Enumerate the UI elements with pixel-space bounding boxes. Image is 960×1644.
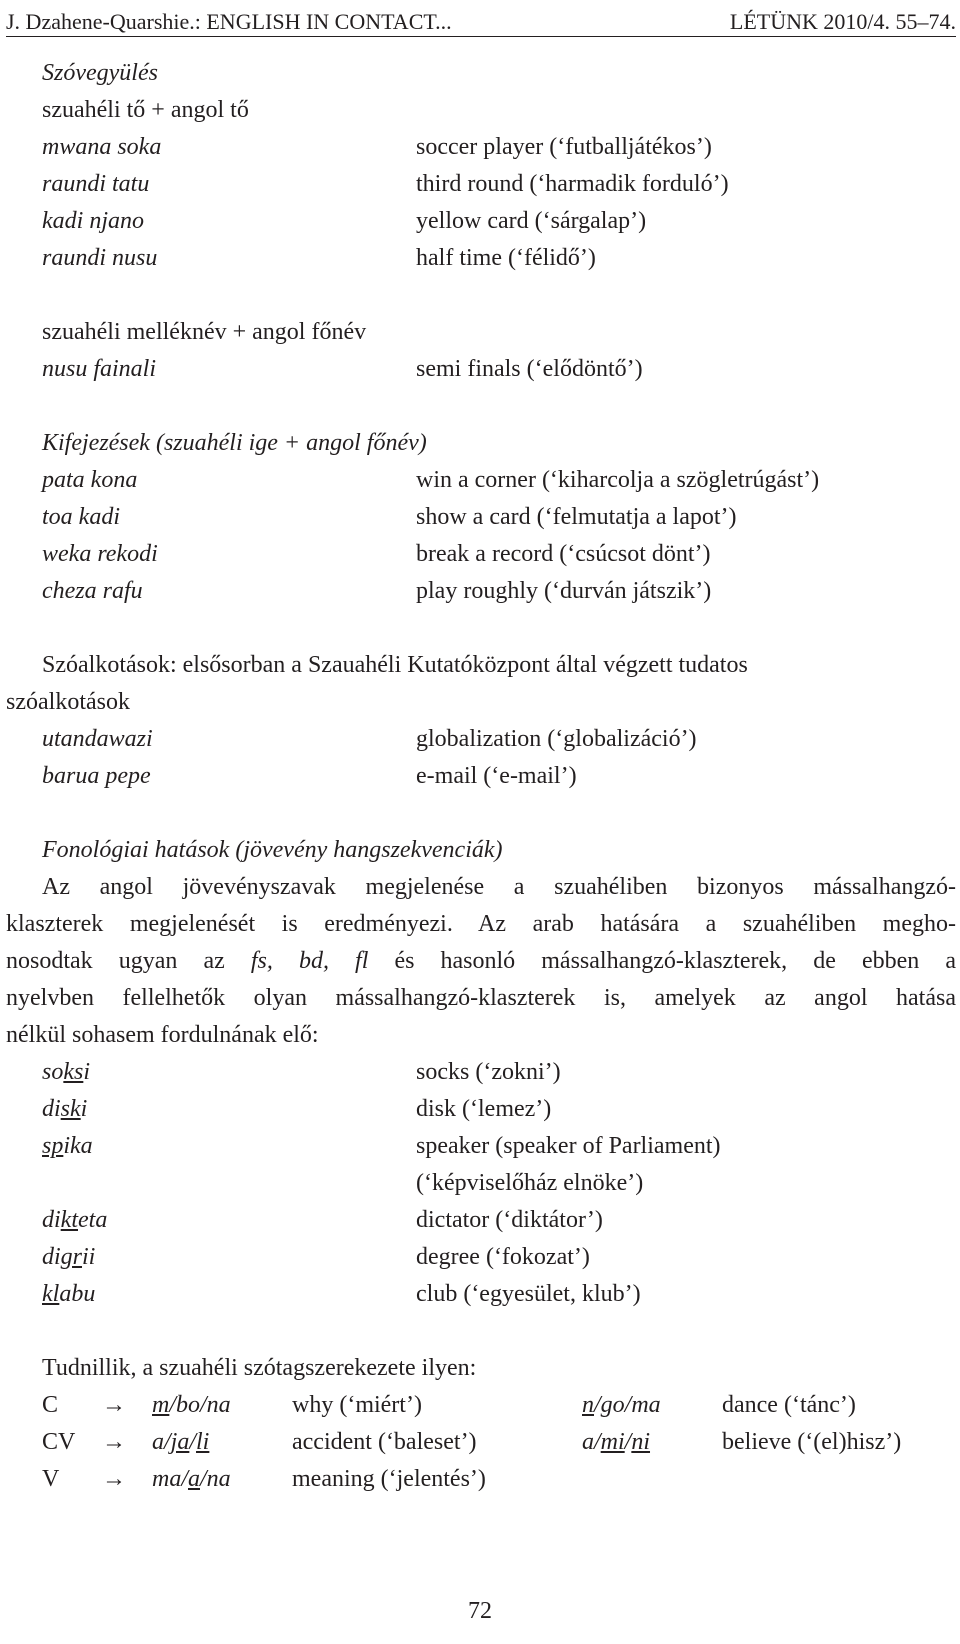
- swahili-term: dikteta: [42, 1207, 108, 1233]
- english-gloss: socks (‘zokni’): [416, 1059, 561, 1085]
- swahili-term: cheza rafu: [42, 578, 143, 604]
- spacer: [6, 610, 956, 647]
- english-gloss: accident (‘baleset’): [292, 1429, 477, 1455]
- swahili-term: nusu fainali: [42, 356, 157, 382]
- swahili-word: ma/a/na: [152, 1466, 231, 1492]
- english-gloss: club (‘egyesület, klub’): [416, 1281, 641, 1307]
- arrow-icon: →: [102, 1392, 126, 1418]
- swahili-term: diski: [42, 1096, 88, 1122]
- english-gloss: meaning (‘jelentés’): [292, 1466, 486, 1492]
- english-gloss: win a corner (‘kiharcolja a szögletrúgást’): [416, 467, 820, 493]
- example-row: [6, 129, 956, 166]
- header-journal-ref: LÉTÜNK 2010/4. 55–74.: [729, 9, 956, 34]
- english-gloss: believe (‘(el)hisz’): [722, 1429, 902, 1455]
- paragraph-text: nosodtak ugyan az: [6, 948, 251, 974]
- arrow-icon: →: [102, 1466, 126, 1492]
- example-row: [6, 1239, 956, 1276]
- example-row: [6, 240, 956, 277]
- example-row: [6, 499, 956, 536]
- paragraph-line: [6, 943, 956, 980]
- swahili-term: mwana soka: [42, 134, 162, 160]
- english-gloss: show a card (‘felmutatja a lapot’): [416, 504, 737, 530]
- paragraph-line: nélkül sohasem fordulnának elő:: [6, 1022, 319, 1048]
- syllable-row: [6, 1461, 956, 1498]
- english-gloss: semi finals (‘elődöntő’): [416, 356, 643, 382]
- english-gloss: speaker (speaker of Parliament): [416, 1133, 721, 1159]
- english-gloss: globalization (‘globalizáció’): [416, 726, 697, 752]
- spacer: [6, 277, 956, 314]
- example-row: [6, 1202, 956, 1239]
- swahili-term: utandawazi: [42, 726, 153, 752]
- section-heading-phonology: Fonológiai hatások (jövevény hangszekvenciák): [42, 837, 503, 863]
- section-heading-adj-noun: szuahéli melléknév + angol főnév: [42, 319, 367, 345]
- swahili-term: weka rekodi: [42, 541, 158, 567]
- example-row: [6, 536, 956, 573]
- example-row: [6, 573, 956, 610]
- example-row: [6, 721, 956, 758]
- example-row: [6, 1276, 956, 1313]
- english-gloss: disk (‘lemez’): [416, 1096, 552, 1122]
- running-header: [6, 8, 956, 37]
- spacer: [6, 795, 956, 832]
- swahili-term: soksi: [42, 1059, 91, 1085]
- example-row: [6, 203, 956, 240]
- syllable-type: C: [42, 1392, 59, 1418]
- section-heading-phrases: Kifejezések (szuahéli ige + angol főnév): [42, 430, 427, 456]
- swahili-term: toa kadi: [42, 504, 120, 530]
- english-gloss: yellow card (‘sárgalap’): [416, 208, 647, 234]
- header-author-title: J. Dzahene-Quarshie.: ENGLISH IN CONTACT...: [6, 9, 452, 34]
- swahili-word: m/bo/na: [152, 1392, 231, 1418]
- cluster-examples: fs, bd, fl: [250, 948, 369, 974]
- syllable-row: [6, 1424, 956, 1461]
- english-gloss: dictator (‘diktátor’): [416, 1207, 603, 1233]
- swahili-word: a/ja/li: [152, 1429, 210, 1455]
- english-gloss: soccer player (‘futballjátékos’): [416, 134, 712, 160]
- swahili-term: pata kona: [42, 467, 138, 493]
- syllable-intro: Tudnillik, a szuahéli szótagszerekezete ilyen:: [42, 1355, 477, 1381]
- swahili-word: a/mi/ni: [582, 1429, 651, 1455]
- english-gloss-cont: (‘képviselőház elnöke’): [416, 1170, 644, 1196]
- example-row: [6, 1128, 956, 1165]
- swahili-term: spika: [42, 1133, 93, 1159]
- english-gloss: dance (‘tánc’): [722, 1392, 856, 1418]
- english-gloss: degree (‘fokozat’): [416, 1244, 590, 1270]
- swahili-term: raundi nusu: [42, 245, 158, 271]
- english-gloss: e-mail (‘e-mail’): [416, 763, 577, 789]
- example-row: [6, 1165, 956, 1202]
- example-row: [6, 166, 956, 203]
- example-row: [6, 462, 956, 499]
- spacer: [6, 388, 956, 425]
- example-row: [6, 351, 956, 388]
- swahili-term: raundi tatu: [42, 171, 150, 197]
- syllable-type: V: [42, 1466, 60, 1492]
- syllable-row: [6, 1387, 956, 1424]
- subheading-stem-stem: szuahéli tő + angol tő: [42, 97, 249, 123]
- swahili-term: digrii: [42, 1244, 96, 1270]
- example-row: [6, 1054, 956, 1091]
- section-heading-coinages-cont: szóalkotások: [6, 689, 130, 715]
- paragraph-line: klaszterek megjelenését is eredményezi. Az arab hatására a szuahéliben megho-: [6, 911, 956, 937]
- swahili-term: barua pepe: [42, 763, 151, 789]
- paragraph-text: és hasonló mássalhangzó-klaszterek, de ebben a: [368, 948, 957, 974]
- section-heading-compounds: Szóvegyülés: [42, 60, 158, 86]
- english-gloss: play roughly (‘durván játszik’): [416, 578, 712, 604]
- paragraph-line: nyelvben fellelhetők olyan mássalhangzó-klaszterek is, amelyek az angol hatása: [6, 985, 956, 1011]
- english-gloss: third round (‘harmadik forduló’): [416, 171, 729, 197]
- page-number: 72: [468, 1598, 492, 1624]
- swahili-word: n/go/ma: [582, 1392, 661, 1418]
- example-row: [6, 758, 956, 795]
- spacer: [6, 1313, 956, 1350]
- english-gloss: why (‘miért’): [292, 1392, 422, 1418]
- example-row: [6, 1091, 956, 1128]
- swahili-term: klabu: [42, 1281, 96, 1307]
- swahili-term: kadi njano: [42, 208, 144, 234]
- syllable-type: CV: [42, 1429, 76, 1455]
- section-heading-coinages: Szóalkotások: elsősorban a Szauahéli Kutatóközpont által végzett tudatos: [42, 652, 748, 678]
- english-gloss: break a record (‘csúcsot dönt’): [416, 541, 711, 567]
- english-gloss: half time (‘félidő’): [416, 245, 596, 271]
- arrow-icon: →: [102, 1429, 126, 1455]
- page-body: [6, 55, 956, 1498]
- paragraph-line: Az angol jövevényszavak megjelenése a szuahéliben bizonyos mássalhangzó-: [42, 874, 956, 900]
